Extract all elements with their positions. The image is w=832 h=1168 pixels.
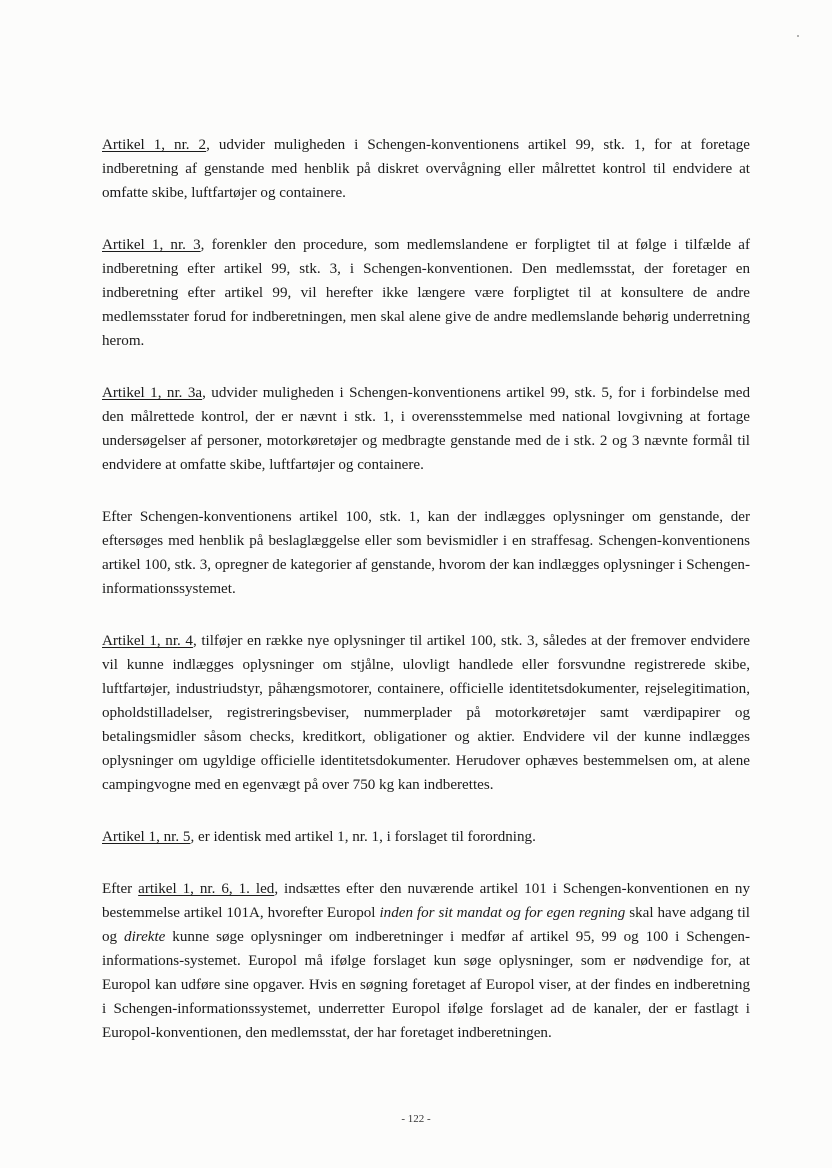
article-reference: Artikel 1, nr. 3a [102, 385, 203, 401]
paragraph-text: , er identisk med artikel 1, nr. 1, i forslaget til forordning. [190, 829, 536, 845]
paragraph-art1-nr4 [102, 629, 750, 797]
paragraph-text: , forenkler den procedure, som medlemslandene er forpligtet til at følge i tilfælde af indberetning efter artikel 99, stk. 3, i Schengen-konventionen. Den medlemsstat, der foretager en indberetning efter artikel 99, vil herefter ikke længere være forpligtet til at konsultere de andre medlemsstater forud for indberetningen, men skal alene give de andre medlemslande behørig underretning herom. [102, 237, 750, 349]
document-body [102, 133, 750, 1073]
paragraph-text: , indsættes efter den nuværende artikel 101 i Schengen-konventionen en ny bestemmelse artikel 101A, hvorefter Europol [102, 881, 750, 921]
article-reference: artikel 1, nr. 6, 1. led [138, 881, 275, 897]
paragraph-text: , udvider muligheden i Schengen-konventionens artikel 99, stk. 1, for at foretage indberetning af genstande med henblik på diskret overvågning eller målrettet kontrol til endvidere at omfatte skibe, luftfartøjer og containere. [102, 137, 750, 201]
paragraph-art1-nr6 [102, 877, 750, 1045]
article-reference: Artikel 1, nr. 5 [102, 829, 191, 845]
paragraph-art1-nr5 [102, 825, 750, 849]
paragraph-art1-nr2 [102, 133, 750, 205]
emphasis-text: inden for sit mandat og for egen regning [379, 905, 626, 921]
paragraph-text: Efter Schengen-konventionens artikel 100, stk. 1, kan der indlægges oplysninger om genstande, der eftersøges med henblik på beslaglæggelse eller som bevismidler i en straffesag. Schengen-konventionens artikel 100, stk. 3, opregner de kategorier af genstande, hvorom der kan indlægges oplysninger i Schengen-informationssystemet. [102, 509, 750, 597]
paragraph-art100 [102, 505, 750, 601]
paragraph-art1-nr3 [102, 233, 750, 353]
paragraph-text-lead: Efter [102, 881, 139, 897]
scan-speck [797, 35, 799, 37]
page-number: - 122 - [401, 1113, 431, 1125]
paragraph-text: kunne søge oplysninger om indberetninger i medfør af artikel 95, 99 og 100 i Schengen-informations-systemet. Europol må ifølge forslaget kun søge oplysninger, som er nødvendige for, at Europol kan udføre sine opgaver. Hvis en søgning foretaget af Europol viser, at der findes en indberetning i Schengen-informationssystemet, underretter Europol ifølge forslaget ad de kanaler, der er fastlagt i Europol-konventionen, den medlemsstat, der har foretaget indberetningen. [102, 929, 750, 1041]
article-reference: Artikel 1, nr. 4 [102, 633, 193, 649]
paragraph-art1-nr3a [102, 381, 750, 477]
emphasis-text: direkte [124, 929, 166, 945]
article-reference: Artikel 1, nr. 2 [102, 137, 207, 153]
paragraph-text: , udvider muligheden i Schengen-konventionens artikel 99, stk. 5, for i forbindelse med den målrettede kontrol, der er nævnt i stk. 1, i overensstemmelse med national lovgivning at fortage undersøgelser af personer, motorkøretøjer og medbragte genstande med de i stk. 2 og 3 nævnte formål til endvidere at omfatte skibe, luftfartøjer og containere. [102, 385, 750, 473]
article-reference: Artikel 1, nr. 3 [102, 237, 201, 253]
paragraph-text: , tilføjer en række nye oplysninger til artikel 100, stk. 3, således at der fremover endvidere vil kunne indlægges oplysninger om stjålne, ulovligt handlede eller forsvundne registrerede skibe, luftfartøjer, industriudstyr, påhængsmotorer, containere, officielle identitetsdokumenter, rejselegitimation, opholdstilladelser, registreringsbeviser, nummerplader på motorkøretøjer samt værdipapirer og betalingsmidler såsom checks, kreditkort, obligationer og aktier. Endvidere vil der kunne indlægges oplysninger om ugyldige officielle identitetsdokumenter. Herudover ophæves bestemmelsen om, at alene campingvogne med en egenvægt på over 750 kg kan indberettes. [102, 633, 750, 793]
paragraph-text: skal have adgang til og [102, 905, 750, 945]
